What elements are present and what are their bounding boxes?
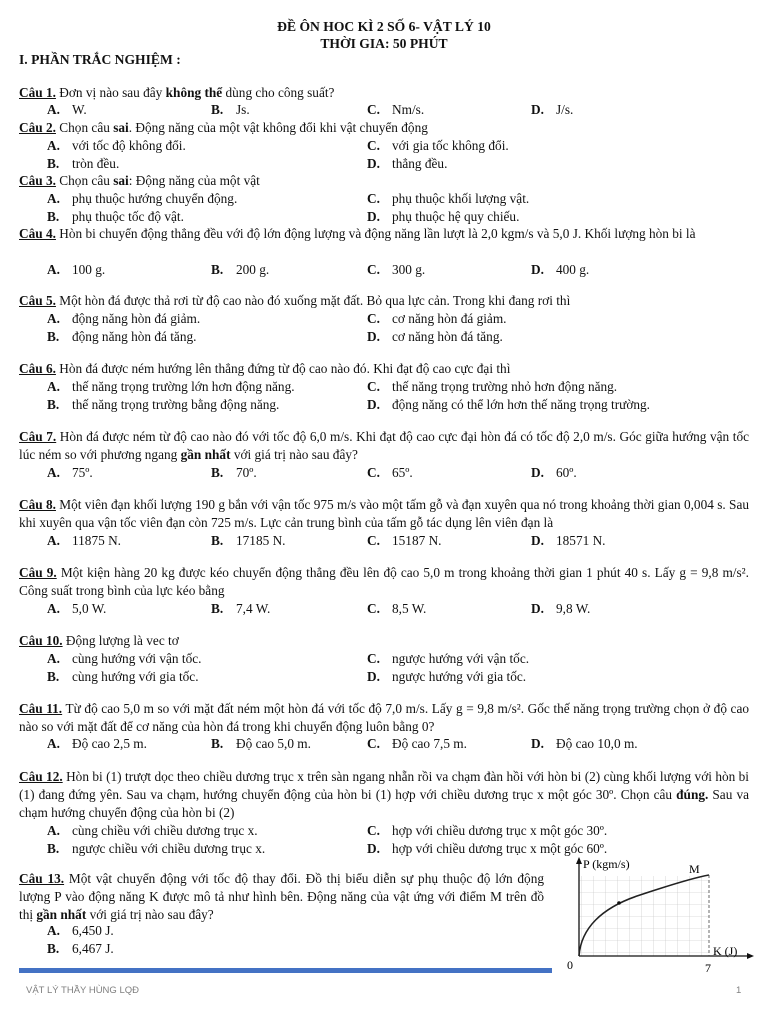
option-letter: C. <box>367 191 380 206</box>
question-text: Một hòn đá được thả rơi từ độ cao nào đó xuống mặt đất. Bỏ qua lực cản. Trong khi đang rơi thì <box>55 293 571 308</box>
option-text: 65º. <box>392 465 413 480</box>
question-text: Một vật chuyển động với tốc độ thay đổi. Đồ thị biểu diễn sự phụ thuộc độ lớn động lượng P vào động năng K được mô tả như hình bên. Động năng của vật ứng với điểm M trên đồ thị <box>19 871 544 922</box>
option-letter: D. <box>531 601 544 616</box>
answer-option <box>47 328 196 345</box>
question-text-tail: Sau va chạm hướng chuyển động của hòn bi (2) <box>19 787 749 820</box>
option-letter: B. <box>47 397 60 412</box>
answer-option <box>367 735 467 752</box>
option-letter: C. <box>367 102 380 117</box>
option-text: động năng hòn đá giảm. <box>72 311 201 326</box>
graph-y-label: P (kgm/s) <box>583 857 630 871</box>
answer-option <box>47 396 279 413</box>
question-text-tail: với giá trị nào sau đây? <box>230 447 358 462</box>
option-letter: C. <box>367 379 380 394</box>
option-text: 8,5 W. <box>392 601 427 616</box>
option-text: cơ năng hòn đá tăng. <box>392 329 503 344</box>
option-text: 60º. <box>556 465 577 480</box>
option-letter: A. <box>47 138 60 153</box>
question-stem <box>19 225 749 243</box>
answer-option <box>211 464 257 481</box>
option-text: 7,4 W. <box>236 601 271 616</box>
question-stem <box>19 700 749 736</box>
option-text: hợp với chiều dương trục x một góc 30º. <box>392 823 608 838</box>
option-text: cùng hướng với vận tốc. <box>72 651 202 666</box>
question-text-tail: : Động năng của một vật <box>128 173 260 188</box>
question-stem <box>19 84 749 102</box>
option-letter: B. <box>47 941 60 956</box>
answer-option <box>47 261 105 278</box>
option-letter: A. <box>47 102 60 117</box>
option-text: thế năng trọng trường lớn hơn động năng. <box>72 379 295 394</box>
option-letter: C. <box>367 823 380 838</box>
answer-option <box>211 532 286 549</box>
graph-point-label: M <box>689 862 700 876</box>
answer-option <box>47 155 119 172</box>
option-text: phụ thuộc hướng chuyển động. <box>72 191 238 206</box>
option-letter: D. <box>531 102 544 117</box>
option-text: 9,8 W. <box>556 601 591 616</box>
question-number: Câu 7. <box>19 429 57 444</box>
question-stem <box>19 292 749 310</box>
option-text: Độ cao 7,5 m. <box>392 736 467 751</box>
question-emphasis: sai <box>113 173 129 188</box>
option-letter: A. <box>47 262 60 277</box>
option-text: thế năng trọng trường bằng động năng. <box>72 397 280 412</box>
option-text: phụ thuộc khối lượng vật. <box>392 191 530 206</box>
answer-option <box>367 208 519 225</box>
footer-accent-bar <box>19 968 552 973</box>
answer-option <box>47 650 201 667</box>
option-letter: A. <box>47 651 60 666</box>
question-number: Câu 12. <box>19 769 63 784</box>
option-letter: A. <box>47 736 60 751</box>
option-letter: C. <box>367 465 380 480</box>
option-letter: D. <box>367 156 380 171</box>
question-text: Đơn vị nào sau đây <box>55 85 166 100</box>
question-text: Một kiện hàng 20 kg được kéo chuyển động thẳng đều lên độ cao 5,0 m trong khoảng thời gian 1 phút 40 s. Lấy g = 9,8 m/s². Công suất trong bình của lực kéo bằng <box>19 565 749 598</box>
option-letter: D. <box>367 669 380 684</box>
option-text: 5,0 W. <box>72 601 107 616</box>
option-text: 6,467 J. <box>72 941 114 956</box>
answer-option <box>47 378 295 395</box>
question-text: Chọn câu <box>55 120 114 135</box>
option-text: Js. <box>236 102 250 117</box>
option-text: ngược chiều với chiều dương trục x. <box>72 841 266 856</box>
question-stem <box>19 632 749 650</box>
answer-option <box>367 101 424 118</box>
answer-option <box>367 668 526 685</box>
option-text: 15187 N. <box>392 533 442 548</box>
option-text: động năng hòn đá tăng. <box>72 329 197 344</box>
option-text: cơ năng hòn đá giảm. <box>392 311 507 326</box>
option-letter: A. <box>47 823 60 838</box>
answer-option <box>367 190 529 207</box>
question-stem <box>19 428 749 464</box>
question-number: Câu 6. <box>19 361 56 376</box>
answer-option <box>47 668 199 685</box>
option-text: 17185 N. <box>236 533 286 548</box>
option-letter: D. <box>531 533 544 548</box>
answer-option <box>531 532 606 549</box>
question-text-tail: . Động năng của một vật không đổi khi vật chuyển động <box>128 120 428 135</box>
answer-option <box>531 261 589 278</box>
option-text: động năng có thể lớn hơn thế năng trọng trường. <box>392 397 650 412</box>
answer-option <box>531 600 590 617</box>
option-text: phụ thuộc hệ quy chiếu. <box>392 209 520 224</box>
option-letter: A. <box>47 923 60 938</box>
question-number: Câu 5. <box>19 293 56 308</box>
option-text: ngược hướng với vận tốc. <box>392 651 530 666</box>
answer-option <box>367 310 506 327</box>
answer-option <box>367 650 529 667</box>
option-letter: D. <box>367 209 380 224</box>
answer-option <box>531 735 638 752</box>
answer-option <box>367 261 425 278</box>
answer-option <box>47 822 258 839</box>
option-letter: C. <box>367 651 380 666</box>
option-letter: B. <box>211 601 224 616</box>
answer-option <box>531 464 577 481</box>
option-text: Độ cao 2,5 m. <box>72 736 147 751</box>
question-stem <box>19 564 749 600</box>
graph-origin-label: 0 <box>567 958 573 972</box>
section-title: I. PHẦN TRẮC NGHIỆM : <box>19 52 181 67</box>
answer-option <box>211 101 250 118</box>
option-text: hợp với chiều dương trục x một góc 60º. <box>392 841 608 856</box>
option-text: thế năng trọng trường nhỏ hơn động năng. <box>392 379 618 394</box>
answer-option <box>367 600 426 617</box>
option-text: Độ cao 5,0 m. <box>236 736 311 751</box>
answer-option <box>47 532 121 549</box>
question-number: Câu 13. <box>19 871 65 886</box>
option-letter: B. <box>47 669 60 684</box>
question-text: Động lượng là vec tơ <box>62 633 179 648</box>
y-axis-arrow <box>576 857 582 864</box>
question-stem <box>19 119 749 137</box>
question-number: Câu 2. <box>19 120 56 135</box>
option-letter: D. <box>367 841 380 856</box>
p-vs-k-graph <box>557 856 757 974</box>
question-number: Câu 8. <box>19 497 56 512</box>
answer-option <box>47 190 237 207</box>
question-emphasis: sai <box>113 120 129 135</box>
question-text: Hòn bi chuyển động thẳng đều với độ lớn động lượng và động năng lần lượt là 2,0 kgm/s và 5,0 J. Khối lượng hòn bi là <box>55 226 696 241</box>
option-text: cùng hướng với gia tốc. <box>72 669 199 684</box>
question-stem <box>19 768 749 822</box>
option-letter: A. <box>47 465 60 480</box>
graph-point <box>617 901 621 905</box>
option-text: 70º. <box>236 465 257 480</box>
answer-option <box>367 822 607 839</box>
option-letter: A. <box>47 311 60 326</box>
option-text: ngược hướng với gia tốc. <box>392 669 527 684</box>
option-text: 6,450 J. <box>72 923 114 938</box>
option-text: 11875 N. <box>72 533 121 548</box>
answer-option <box>47 208 184 225</box>
option-letter: D. <box>531 465 544 480</box>
option-letter: B. <box>47 156 60 171</box>
question-emphasis: không thể <box>165 85 223 100</box>
answer-option <box>47 464 93 481</box>
footer-author: VẬT LÝ THẦY HÙNG LQĐ <box>26 985 139 996</box>
graph-x-label: K (J) <box>713 944 738 958</box>
answer-option <box>47 101 87 118</box>
answer-option <box>531 101 573 118</box>
answer-option <box>367 532 442 549</box>
option-text: 100 g. <box>72 262 106 277</box>
question-emphasis: gần nhất <box>180 447 231 462</box>
option-letter: B. <box>211 102 224 117</box>
option-text: 75º. <box>72 465 93 480</box>
option-letter: D. <box>367 397 380 412</box>
answer-option <box>211 600 270 617</box>
option-letter: C. <box>367 262 380 277</box>
option-letter: A. <box>47 533 60 548</box>
answer-option <box>47 940 114 957</box>
option-text: thẳng đều. <box>392 156 448 171</box>
question-emphasis: gần nhất <box>36 907 87 922</box>
option-text: W. <box>72 102 87 117</box>
option-letter: C. <box>367 138 380 153</box>
answer-option <box>211 735 311 752</box>
option-letter: C. <box>367 601 380 616</box>
answer-option <box>47 600 106 617</box>
option-letter: B. <box>211 736 224 751</box>
option-text: J/s. <box>556 102 574 117</box>
option-letter: B. <box>47 841 60 856</box>
question-stem <box>19 360 749 378</box>
answer-option <box>47 137 186 154</box>
option-letter: D. <box>531 736 544 751</box>
footer-page-number: 1 <box>736 985 742 996</box>
question-text: Hòn đá được ném từ độ cao nào đó với tốc độ 6,0 m/s. Khi đạt độ cao cực đại hòn đá có tốc độ 2,0 m/s. Góc giữa hướng vận tốc lúc ném so với phương ngang <box>19 429 749 462</box>
option-letter: D. <box>367 329 380 344</box>
option-letter: A. <box>47 601 60 616</box>
answer-option <box>211 261 269 278</box>
question-number: Câu 4. <box>19 226 56 241</box>
option-letter: B. <box>47 209 60 224</box>
exam-title: ĐỀ ÔN HOC KÌ 2 SỐ 6- VẬT LÝ 10 <box>277 19 491 34</box>
question-stem <box>19 496 749 532</box>
question-number: Câu 11. <box>19 701 63 716</box>
x-axis-arrow <box>747 953 754 959</box>
option-letter: C. <box>367 311 380 326</box>
option-letter: C. <box>367 736 380 751</box>
option-text: tròn đều. <box>72 156 120 171</box>
option-text: phụ thuộc tốc độ vật. <box>72 209 184 224</box>
question-text: Từ độ cao 5,0 m so với mặt đất ném một hòn đá với tốc độ 7,0 m/s. Lấy g = 9,8 m/s². Gốc thế năng trọng trường chọn ở độ cao nào so với mặt đất để cơ năng của hòn đá trong khi chuyển động luôn bằng 0? <box>19 701 750 734</box>
answer-option <box>47 922 114 939</box>
option-letter: B. <box>211 262 224 277</box>
exam-duration: THỜI GIA: 50 PHÚT <box>320 36 448 51</box>
option-text: cùng chiều với chiều dương trục x. <box>72 823 258 838</box>
answer-option <box>367 137 509 154</box>
question-number: Câu 1. <box>19 85 56 100</box>
option-text: 300 g. <box>392 262 426 277</box>
option-text: Nm/s. <box>392 102 425 117</box>
option-letter: B. <box>211 465 224 480</box>
graph-x-tick: 7 <box>705 961 711 974</box>
answer-option <box>367 155 447 172</box>
option-text: với gia tốc không đổi. <box>392 138 509 153</box>
answer-option <box>47 310 200 327</box>
question-number: Câu 3. <box>19 173 56 188</box>
question-text-tail: dùng cho công suất? <box>222 85 335 100</box>
question-text-tail: với giá trị nào sau đây? <box>86 907 214 922</box>
option-letter: B. <box>47 329 60 344</box>
option-text: Độ cao 10,0 m. <box>556 736 638 751</box>
option-text: 18571 N. <box>556 533 606 548</box>
question-text: Một viên đạn khối lượng 190 g bắn với vận tốc 975 m/s vào một tấm gỗ và đạn xuyên qua nó trong khoảng thời gian 0,004 s. Sau khi xuyên qua vận tốc viên đạn còn 725 m/s. Lực cản trung bình của tấm gỗ tác dụng lên viên đạn là <box>19 497 749 530</box>
answer-option <box>47 735 147 752</box>
answer-option <box>367 328 503 345</box>
option-text: 400 g. <box>556 262 590 277</box>
option-letter: A. <box>47 191 60 206</box>
question-number: Câu 10. <box>19 633 63 648</box>
option-text: 200 g. <box>236 262 270 277</box>
question-text: Hòn đá được ném hướng lên thẳng đứng từ độ cao nào đó. Khi đạt độ cao cực đại thì <box>55 361 511 376</box>
option-text: với tốc độ không đổi. <box>72 138 186 153</box>
answer-option <box>47 840 265 857</box>
option-letter: D. <box>531 262 544 277</box>
option-letter: A. <box>47 379 60 394</box>
option-letter: C. <box>367 533 380 548</box>
question-number: Câu 9. <box>19 565 57 580</box>
option-letter: B. <box>211 533 224 548</box>
answer-option <box>367 396 650 413</box>
question-text: Hòn bi (1) trượt dọc theo chiều dương trục x trên sàn ngang nhẵn rồi va chạm đàn hồi với hòn bi (2) cùng khối lượng với hòn bi (1) đang đứng yên. Sau va chạm, hướng chuyển động của hòn bi (1) hợp với chiều dương trục x một góc 30º. Chọn câu <box>19 769 750 802</box>
answer-option <box>367 840 607 857</box>
question-stem <box>19 870 544 924</box>
question-emphasis: đúng. <box>676 787 709 802</box>
question-stem <box>19 172 749 190</box>
question-text: Chọn câu <box>55 173 114 188</box>
answer-option <box>367 378 617 395</box>
answer-option <box>367 464 413 481</box>
